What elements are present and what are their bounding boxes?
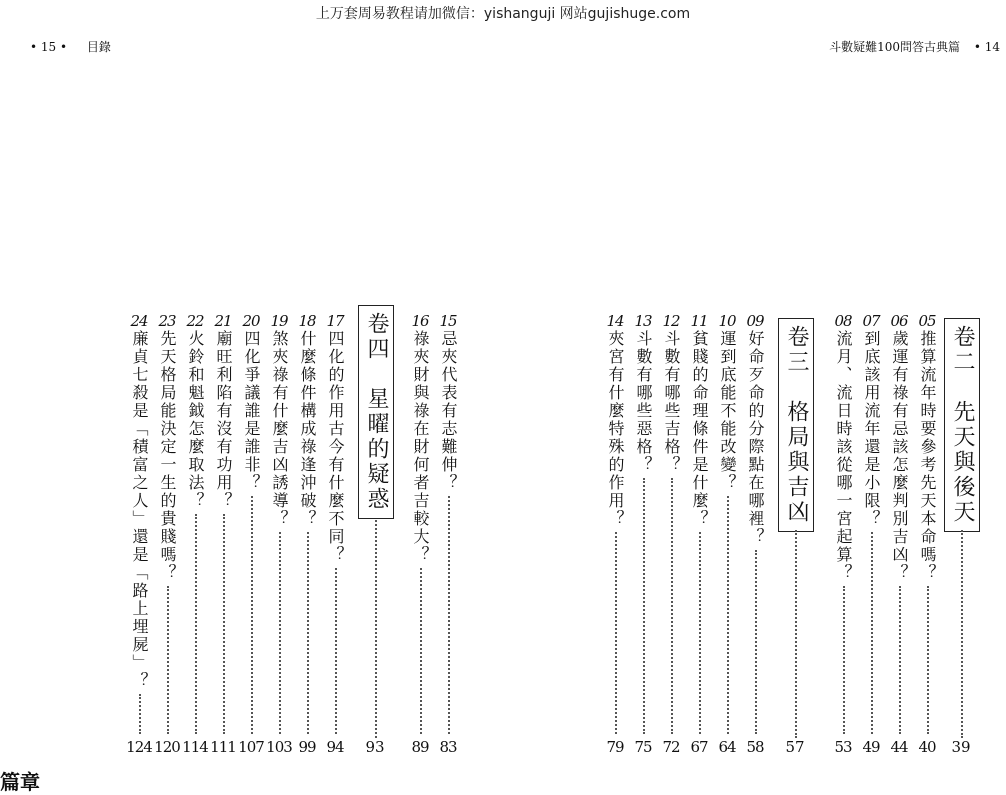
entry-page-number: 44 [890, 738, 908, 756]
entry-number: 18 [298, 312, 316, 330]
entry-title: 廉貞七殺是「積富之人」還是「路上埋屍」？ [130, 330, 149, 690]
section-heading: 卷四 星曜的疑惑 [358, 305, 394, 519]
leader-dots [795, 530, 797, 738]
entry-number: 12 [662, 312, 680, 330]
entry-page-number: 67 [690, 738, 708, 756]
entry-title: 四化的作用古今有什麼不同？ [326, 330, 345, 564]
entry-page-number: 120 [154, 738, 180, 756]
leader-dots [251, 496, 253, 734]
section-page-number: 57 [785, 738, 805, 756]
entry-title: 斗數有哪些惡格？ [634, 330, 653, 474]
entry-number: 17 [326, 312, 344, 330]
entry-title: 廟旺利陷有沒有功用？ [214, 330, 233, 510]
entry-number: 16 [411, 312, 429, 330]
entry-title: 到底該用流年還是小限？ [862, 330, 881, 528]
leader-dots [420, 568, 422, 734]
entry-number: 20 [242, 312, 260, 330]
leader-dots [755, 550, 757, 734]
watermark-text: 上万套周易教程请加微信：yishanguji 网站gujishuge.com [315, 6, 691, 22]
section-heading: 卷三 格局與吉凶 [778, 318, 814, 532]
entry-title: 好命歹命的分際點在哪裡？ [746, 330, 765, 546]
entry-number: 23 [158, 312, 176, 330]
leader-dots [615, 532, 617, 734]
entry-number: 11 [690, 312, 708, 330]
section-page-number: 39 [951, 738, 971, 756]
entry-number: 14 [606, 312, 624, 330]
entry-number: 15 [439, 312, 457, 330]
leader-dots [279, 532, 281, 734]
entry-number: 06 [890, 312, 908, 330]
entry-page-number: 94 [326, 738, 344, 756]
leader-dots [307, 532, 309, 734]
entry-page-number: 58 [746, 738, 764, 756]
entry-page-number: 111 [210, 738, 236, 756]
entry-title: 四化爭議誰是誰非？ [242, 330, 261, 492]
leader-dots [927, 586, 929, 734]
page-number-right: • 14 [973, 40, 1000, 54]
header-left [30, 38, 111, 55]
entry-number: 08 [834, 312, 852, 330]
running-title-left: 目錄 [86, 40, 111, 54]
next-page-heading-fragment: 篇章 [0, 770, 40, 794]
entry-title: 火鈴和魁鉞怎麼取法？ [186, 330, 205, 510]
header-right [829, 38, 1000, 55]
entry-title: 夾宮有什麼特殊的作用？ [606, 330, 625, 528]
entry-page-number: 79 [606, 738, 624, 756]
leader-dots [671, 478, 673, 734]
entry-page-number: 124 [126, 738, 152, 756]
entry-page-number: 64 [718, 738, 736, 756]
entry-title: 斗數有哪些吉格？ [662, 330, 681, 474]
leader-dots [871, 532, 873, 734]
leader-dots [375, 520, 377, 738]
leader-dots [699, 532, 701, 734]
entry-page-number: 75 [634, 738, 652, 756]
entry-number: 22 [186, 312, 204, 330]
leader-dots [843, 586, 845, 734]
entry-number: 13 [634, 312, 652, 330]
entry-title: 煞夾祿有什麼吉凶誘導？ [270, 330, 289, 528]
entry-page-number: 49 [862, 738, 880, 756]
leader-dots [448, 496, 450, 734]
leader-dots [643, 478, 645, 734]
running-title-right: 斗數疑難100問答古典篇 [829, 40, 960, 54]
entry-title: 忌夾代表有志難伸？ [439, 330, 458, 492]
entry-title: 祿夾財與祿在財何者吉較大？ [411, 330, 430, 564]
entry-number: 09 [746, 312, 764, 330]
entry-page-number: 40 [918, 738, 936, 756]
entry-title: 什麼條件構成祿逢沖破？ [298, 330, 317, 528]
leader-dots [223, 514, 225, 734]
leader-dots [961, 530, 963, 738]
entry-page-number: 72 [662, 738, 680, 756]
entry-number: 05 [918, 312, 936, 330]
entry-title: 歲運有祿有忌該怎麼判別吉凶？ [890, 330, 909, 582]
leader-dots [335, 568, 337, 734]
entry-title: 運到底能不能改變？ [718, 330, 737, 492]
entry-number: 19 [270, 312, 288, 330]
section-heading: 卷二 先天與後天 [944, 318, 980, 532]
entry-number: 07 [862, 312, 880, 330]
entry-title: 貧賤的命理條件是什麼？ [690, 330, 709, 528]
entry-page-number: 99 [298, 738, 316, 756]
entry-title: 先天格局能決定一生的貴賤嗎？ [158, 330, 177, 582]
leader-dots [899, 586, 901, 734]
entry-number: 24 [130, 312, 148, 330]
entry-title: 流月、流日時該從哪一宮起算？ [834, 330, 853, 582]
section-page-number: 93 [365, 738, 385, 756]
entry-page-number: 107 [238, 738, 264, 756]
entry-page-number: 53 [834, 738, 852, 756]
entry-page-number: 89 [411, 738, 429, 756]
entry-page-number: 103 [266, 738, 292, 756]
leader-dots [195, 514, 197, 734]
page-number-left: • 15 • [30, 40, 68, 54]
entry-page-number: 83 [439, 738, 457, 756]
entry-number: 21 [214, 312, 232, 330]
entry-title: 推算流年時要參考先天本命嗎？ [918, 330, 937, 582]
entry-page-number: 114 [182, 738, 208, 756]
leader-dots [727, 496, 729, 734]
leader-dots [139, 694, 141, 734]
entry-number: 10 [718, 312, 736, 330]
leader-dots [167, 586, 169, 734]
